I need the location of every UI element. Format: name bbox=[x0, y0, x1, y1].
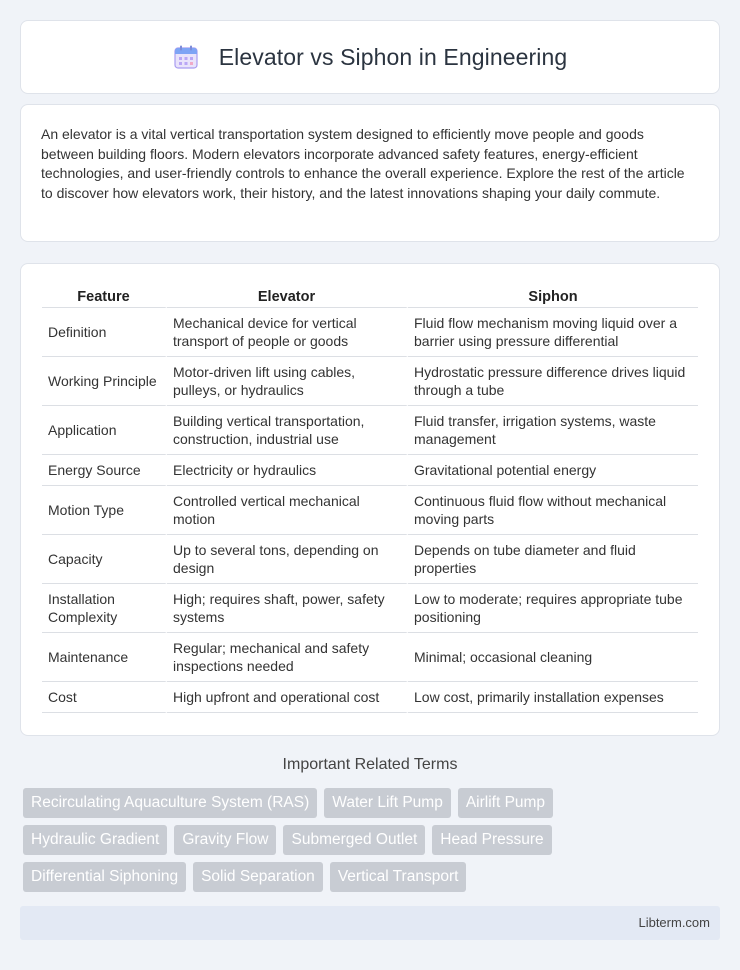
calendar-icon bbox=[173, 44, 199, 70]
related-term-tag[interactable]: Submerged Outlet bbox=[283, 825, 425, 855]
feature-cell: Motion Type bbox=[42, 486, 167, 535]
table-row bbox=[42, 455, 698, 486]
feature-cell: Working Principle bbox=[42, 357, 167, 406]
comparison-table bbox=[42, 284, 698, 713]
elevator-cell: Regular; mechanical and safety inspections needed bbox=[167, 633, 408, 682]
table-row bbox=[42, 308, 698, 357]
related-term-tag[interactable]: Hydraulic Gradient bbox=[23, 825, 167, 855]
footer bbox=[20, 906, 720, 940]
table-row bbox=[42, 633, 698, 682]
siphon-cell: Fluid flow mechanism moving liquid over a barrier using pressure differential bbox=[408, 308, 698, 357]
siphon-cell: Gravitational potential energy bbox=[408, 455, 698, 486]
related-terms-list bbox=[23, 788, 583, 892]
header bbox=[173, 44, 568, 71]
related-terms-title: Important Related Terms bbox=[282, 756, 458, 773]
related-term-tag[interactable]: Water Lift Pump bbox=[324, 788, 451, 818]
related-term-tag[interactable]: Head Pressure bbox=[432, 825, 551, 855]
siphon-cell: Hydrostatic pressure difference drives liquid through a tube bbox=[408, 357, 698, 406]
intro-card bbox=[20, 104, 720, 242]
feature-cell: Capacity bbox=[42, 535, 167, 584]
related-term-tag[interactable]: Vertical Transport bbox=[330, 862, 467, 892]
related-term-tag[interactable]: Differential Siphoning bbox=[23, 862, 186, 892]
elevator-cell: Electricity or hydraulics bbox=[167, 455, 408, 486]
table-row bbox=[42, 584, 698, 633]
footer-link[interactable]: Libterm.com bbox=[638, 915, 710, 930]
elevator-cell: Controlled vertical mechanical motion bbox=[167, 486, 408, 535]
siphon-cell: Continuous fluid flow without mechanical moving parts bbox=[408, 486, 698, 535]
feature-cell: Definition bbox=[42, 308, 167, 357]
table-row bbox=[42, 535, 698, 584]
feature-cell: Application bbox=[42, 406, 167, 455]
related-term-tag[interactable]: Recirculating Aquaculture System (RAS) bbox=[23, 788, 317, 818]
header-siphon: Siphon bbox=[408, 284, 698, 308]
table-row bbox=[42, 486, 698, 535]
elevator-cell: High; requires shaft, power, safety systems bbox=[167, 584, 408, 633]
table-row bbox=[42, 406, 698, 455]
feature-cell: Maintenance bbox=[42, 633, 167, 682]
header-card bbox=[20, 20, 720, 94]
comparison-card bbox=[20, 263, 720, 736]
related-term-tag[interactable]: Gravity Flow bbox=[174, 825, 276, 855]
elevator-cell: Building vertical transportation, construction, industrial use bbox=[167, 406, 408, 455]
table-row bbox=[42, 682, 698, 713]
elevator-cell: Mechanical device for vertical transport of people or goods bbox=[167, 308, 408, 357]
siphon-cell: Minimal; occasional cleaning bbox=[408, 633, 698, 682]
related-term-tag[interactable]: Solid Separation bbox=[193, 862, 323, 892]
header-feature: Feature bbox=[42, 284, 167, 308]
siphon-cell: Low cost, primarily installation expenses bbox=[408, 682, 698, 713]
siphon-cell: Depends on tube diameter and fluid properties bbox=[408, 535, 698, 584]
header-elevator: Elevator bbox=[167, 284, 408, 308]
feature-cell: Cost bbox=[42, 682, 167, 713]
related-term-tag[interactable]: Airlift Pump bbox=[458, 788, 553, 818]
siphon-cell: Low to moderate; requires appropriate tube positioning bbox=[408, 584, 698, 633]
elevator-cell: High upfront and operational cost bbox=[167, 682, 408, 713]
intro-text: An elevator is a vital vertical transportation system designed to efficiently move people and goods between building floors. Modern elevators incorporate advanced safety features, energy-efficient technologies, and user-friendly controls to enhance the overall experience. Explore the rest of the article to discover how elevators work, their history, and the latest innovations shaping your daily commute. bbox=[41, 126, 685, 201]
page-title: Elevator vs Siphon in Engineering bbox=[218, 43, 568, 70]
table-header-row bbox=[42, 284, 698, 308]
elevator-cell: Up to several tons, depending on design bbox=[167, 535, 408, 584]
feature-cell: Installation Complexity bbox=[42, 584, 167, 633]
elevator-cell: Motor-driven lift using cables, pulleys, or hydraulics bbox=[167, 357, 408, 406]
feature-cell: Energy Source bbox=[42, 455, 167, 486]
table-row bbox=[42, 357, 698, 406]
siphon-cell: Fluid transfer, irrigation systems, waste management bbox=[408, 406, 698, 455]
